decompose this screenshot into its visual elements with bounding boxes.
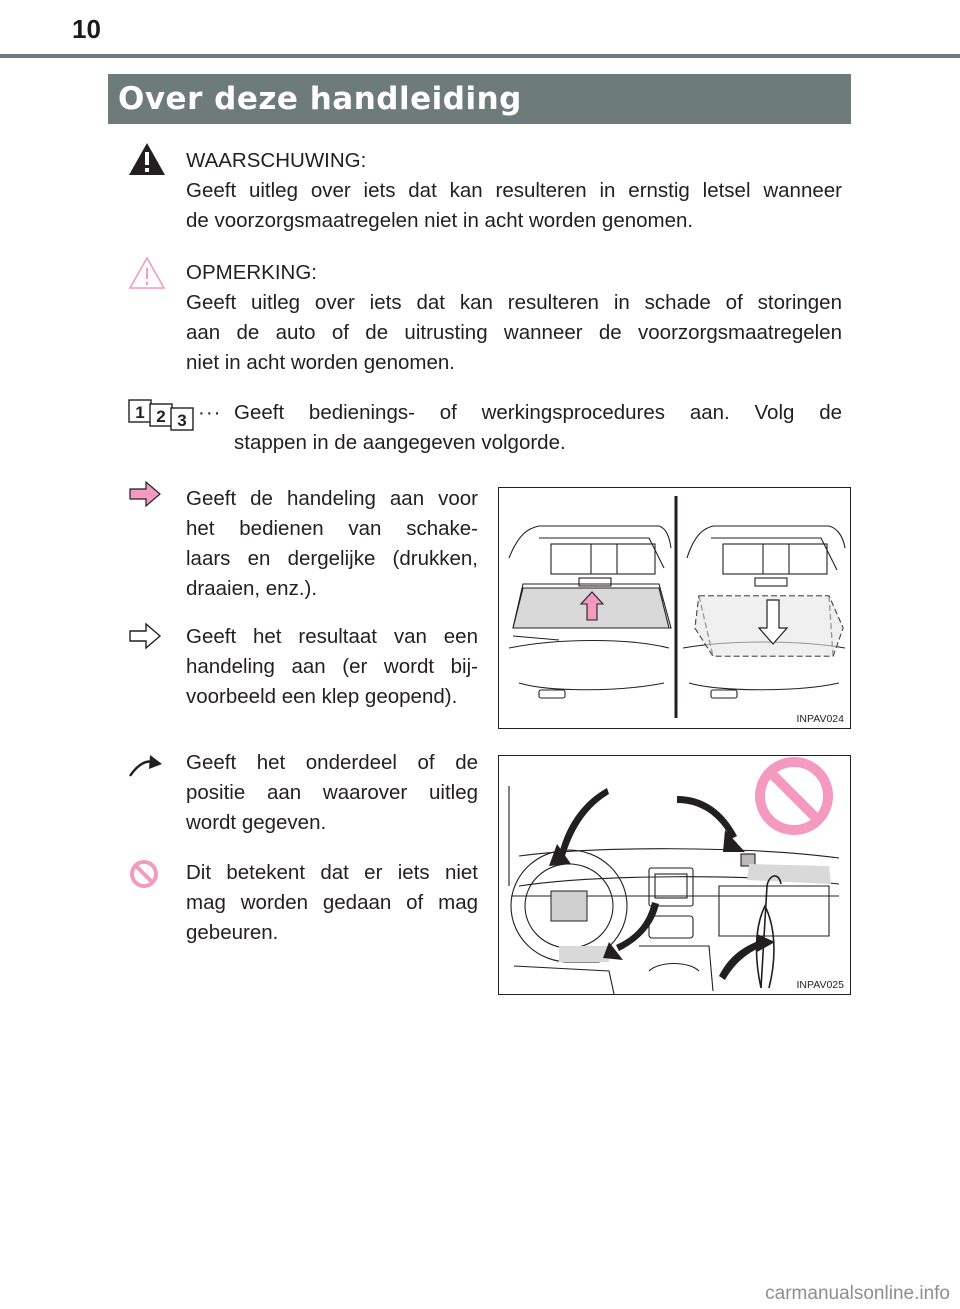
step-number: 1 [135, 403, 145, 422]
prohibited-line: mag worden gedaan of mag [186, 891, 478, 914]
notice-line: Geeft uitleg over iets dat kan resulteren in schade of storingen [186, 291, 842, 314]
section-title-bar [108, 74, 851, 124]
operation-line: het bedienen van schake- [186, 517, 478, 540]
operation-line: draaien, enz.). [186, 577, 318, 600]
dashboard-illustration [499, 756, 850, 994]
component-line: positie aan waarover uitleg [186, 781, 478, 804]
figure-code: INPAV024 [796, 713, 844, 725]
component-line: wordt gegeven. [186, 811, 327, 834]
prohibited-text [186, 858, 478, 948]
operation-arrow-icon [128, 480, 162, 508]
steps-text [234, 398, 842, 458]
watermark: carmanualsonline.info [765, 1283, 950, 1304]
notice-line: niet in acht worden genomen. [186, 351, 455, 374]
outcome-line: handeling aan (er wordt bij- [186, 655, 478, 678]
operation-line: Geeft de handeling aan voor [186, 487, 478, 510]
prohibited-icon [128, 858, 160, 890]
prohibited-line: gebeuren. [186, 921, 279, 944]
notice-line: aan de auto of de uitrusting wanneer de voorzorgsmaatregelen [186, 321, 842, 344]
notice-heading: OPMERKING: [186, 261, 317, 284]
warning-filled-triangle-icon [128, 142, 166, 176]
step-number: 3 [177, 411, 187, 430]
warning-line: Geeft uitleg over iets dat kan resulteren in ernstig letsel wanneer [186, 179, 842, 202]
overhead-console-illustration [499, 488, 850, 728]
warning-line: de voorzorgsmaatregelen niet in acht worden genomen. [186, 209, 694, 232]
operation-text [186, 484, 478, 604]
pointer-arrow-icon [128, 752, 164, 780]
page-number: 10 [72, 14, 101, 44]
warning-text [186, 146, 842, 236]
outcome-text [186, 622, 478, 712]
component-text [186, 748, 478, 838]
steps-ellipsis: ··· [198, 401, 222, 424]
outcome-line: Geeft het resultaat van een [186, 625, 478, 648]
component-line: Geeft het onderdeel of de [186, 751, 478, 774]
figure-dashboard [498, 755, 851, 995]
outcome-line: voorbeeld een klep geopend). [186, 685, 458, 708]
steps-line: Geeft bedienings- of werkingsprocedures aan. Volg de [234, 401, 842, 424]
step-numbers-icon [128, 398, 200, 432]
section-title: Over deze handleiding [118, 81, 522, 117]
prohibited-line: Dit betekent dat er iets niet [186, 861, 478, 884]
notice-outline-triangle-icon [128, 256, 166, 290]
warning-heading: WAARSCHUWING: [186, 149, 367, 172]
operation-line: laars en dergelijke (drukken, [186, 547, 478, 570]
figure-code: INPAV025 [796, 979, 844, 991]
outcome-outline-arrow-icon [128, 622, 162, 650]
step-number: 2 [156, 407, 166, 426]
notice-text [186, 258, 842, 378]
header-rule [0, 54, 960, 58]
steps-line: stappen in de aangegeven volgorde. [234, 431, 566, 454]
figure-overhead-console [498, 487, 851, 729]
